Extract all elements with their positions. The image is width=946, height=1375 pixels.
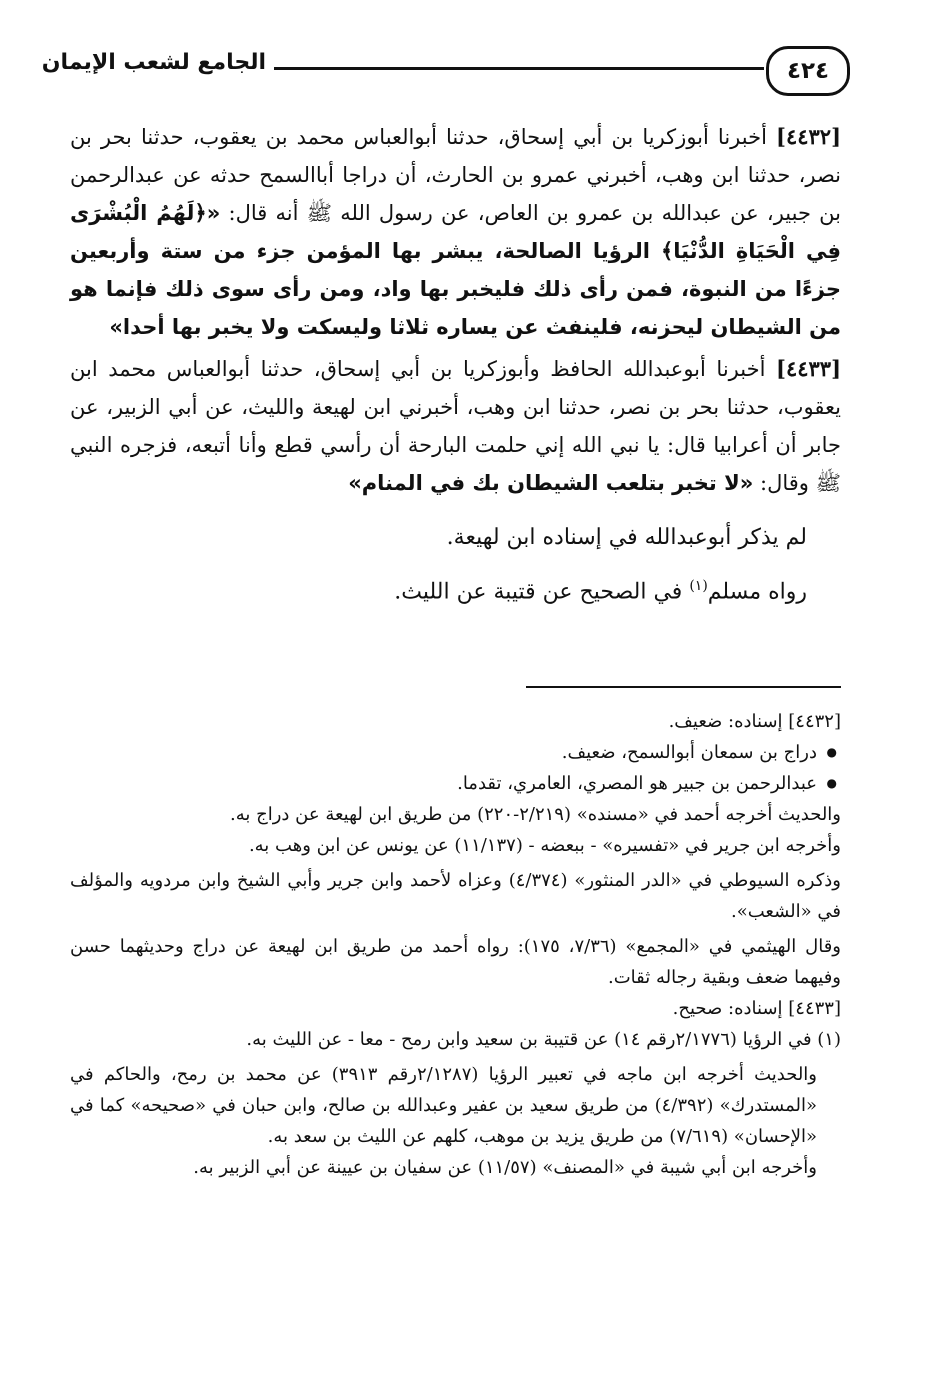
footnote-marker: (١) <box>689 578 708 594</box>
hadith-matn: «لا تخبر بتلعب الشيطان بك في المنام» <box>348 471 754 495</box>
footnote-1: (١) في الرؤيا (٢/١٧٧٦رقم ١٤) عن قتيبة بن سعيد وابن رمح - معا - عن الليث به. <box>246 1029 841 1050</box>
header-rule <box>274 67 764 70</box>
hadith-isnad: أخبرنا أبوعبدالله الحافظ وأبوزكريا بن أبي إسحاق، حدثنا أبوالعباس محمد ابن يعقوب، حدثنا بحر بن نصر، حدثنا ابن وهب، أخبرني ابن لهيعة والليث، عن أبي الزبير، عن جابر أن أعرابيا قال: يا نبي الله إني حلمت البارحة أن رأسي قطع وأنا أتبعه، فزجره النبي ﷺ وقال: <box>70 357 841 495</box>
footnotes <box>70 706 841 1183</box>
hadith-isnad: أخبرنا أبوزكريا بن أبي إسحاق، حدثنا أبوالعباس محمد بن يعقوب، حدثنا بحر بن نصر، حدثنا ابن وهب، أخبرني عمرو بن الحارث، أن دراجا أباالسمح حدثه عن عبدالرحمن بن جبير، عن عبدالله بن عمرو بن العاص، عن رسول الله ﷺ أنه قال: <box>70 125 841 225</box>
footnote-line: وقال الهيثمي في «المجمع» (٧/٣٦، ١٧٥): رواه أحمد من طريق ابن لهيعة عن دراج وحديثهما حسن وفيهما ضعف وبقية رجاله ثقات. <box>70 936 841 988</box>
ref-before: رواه مسلم <box>707 579 807 605</box>
footnote-line: والحديث أخرجه ابن ماجه في تعبير الرؤيا (٢/١٢٨٧رقم ٣٩١٣) عن محمد بن رمح، والحاكم في «المستدرك» (٤/٣٩٢) من طريق سعيد بن عفير وعبدالله بن صالح، وابن حبان في «صحيحه» كما في «الإحسان» (٧/٦١٩) من طريق يزيد بن موهب، كلهم عن الليث بن سعد به. <box>70 1064 817 1147</box>
page-header <box>41 40 860 100</box>
page-number: ٤٢٤ <box>766 46 850 96</box>
hadith-number: [٤٤٣٣] <box>776 356 841 381</box>
hadith-number: [٤٤٣٢] <box>776 124 841 149</box>
author-note: لم يذكر أبوعبدالله في إسناده ابن لهيعة. <box>446 525 807 550</box>
book-title: الجامع لشعب الإيمان <box>41 50 266 75</box>
footnote-4433-title: [٤٤٣٣] إسناده: صحيح. <box>672 998 841 1019</box>
footnote-4432-title: [٤٤٣٢] إسناده: ضعيف. <box>668 711 841 732</box>
muslim-reference <box>70 564 841 614</box>
footnote-line: وذكره السيوطي في «الدر المنثور» (٤/٣٧٤) وعزاه لأحمد وابن جرير وأبي الشيخ وابن مردويه والمؤلف في «الشعب». <box>70 870 841 922</box>
footnote-bullet: ● دراج بن سمعان أبوالسمح، ضعيف. <box>70 737 841 768</box>
hadith-4433 <box>70 350 841 502</box>
hadith-4432 <box>70 118 841 346</box>
hadith-matn: «﴿لَهُمُ الْبُشْرَى فِي الْحَيَاةِ الدُّنْيَا﴾ الرؤيا الصالحة، يبشر بها المؤمن جزء من ستة وأربعين جزءًا من النبوة، فمن رأى ذلك فليخبر بها واد، ومن رأى سوى ذلك فإنما هو من الشيطان ليحزنه، فلينفث عن يساره ثلاثا وليسكت ولا يخبر بها أحدا» <box>70 201 841 339</box>
footnote-line: وأخرجه ابن جرير في «تفسيره» - ببعضه - (١١/١٣٧) عن يونس عن ابن وهب به. <box>248 835 841 856</box>
footnote-separator <box>526 686 841 688</box>
main-text <box>70 118 841 614</box>
footnote-line: وأخرجه ابن أبي شيبة في «المصنف» (١١/٥٧) عن سفيان بن عيينة عن أبي الزبير به. <box>193 1157 817 1178</box>
footnote-line: والحديث أخرجه أحمد في «مسنده» (٢/٢١٩-٢٢٠) من طريق ابن لهيعة عن دراج به. <box>230 804 841 825</box>
ref-after: في الصحيح عن قتيبة عن الليث. <box>394 579 683 605</box>
footnote-bullet: ● عبدالرحمن بن جبير هو المصري، العامري، تقدما. <box>70 768 841 799</box>
